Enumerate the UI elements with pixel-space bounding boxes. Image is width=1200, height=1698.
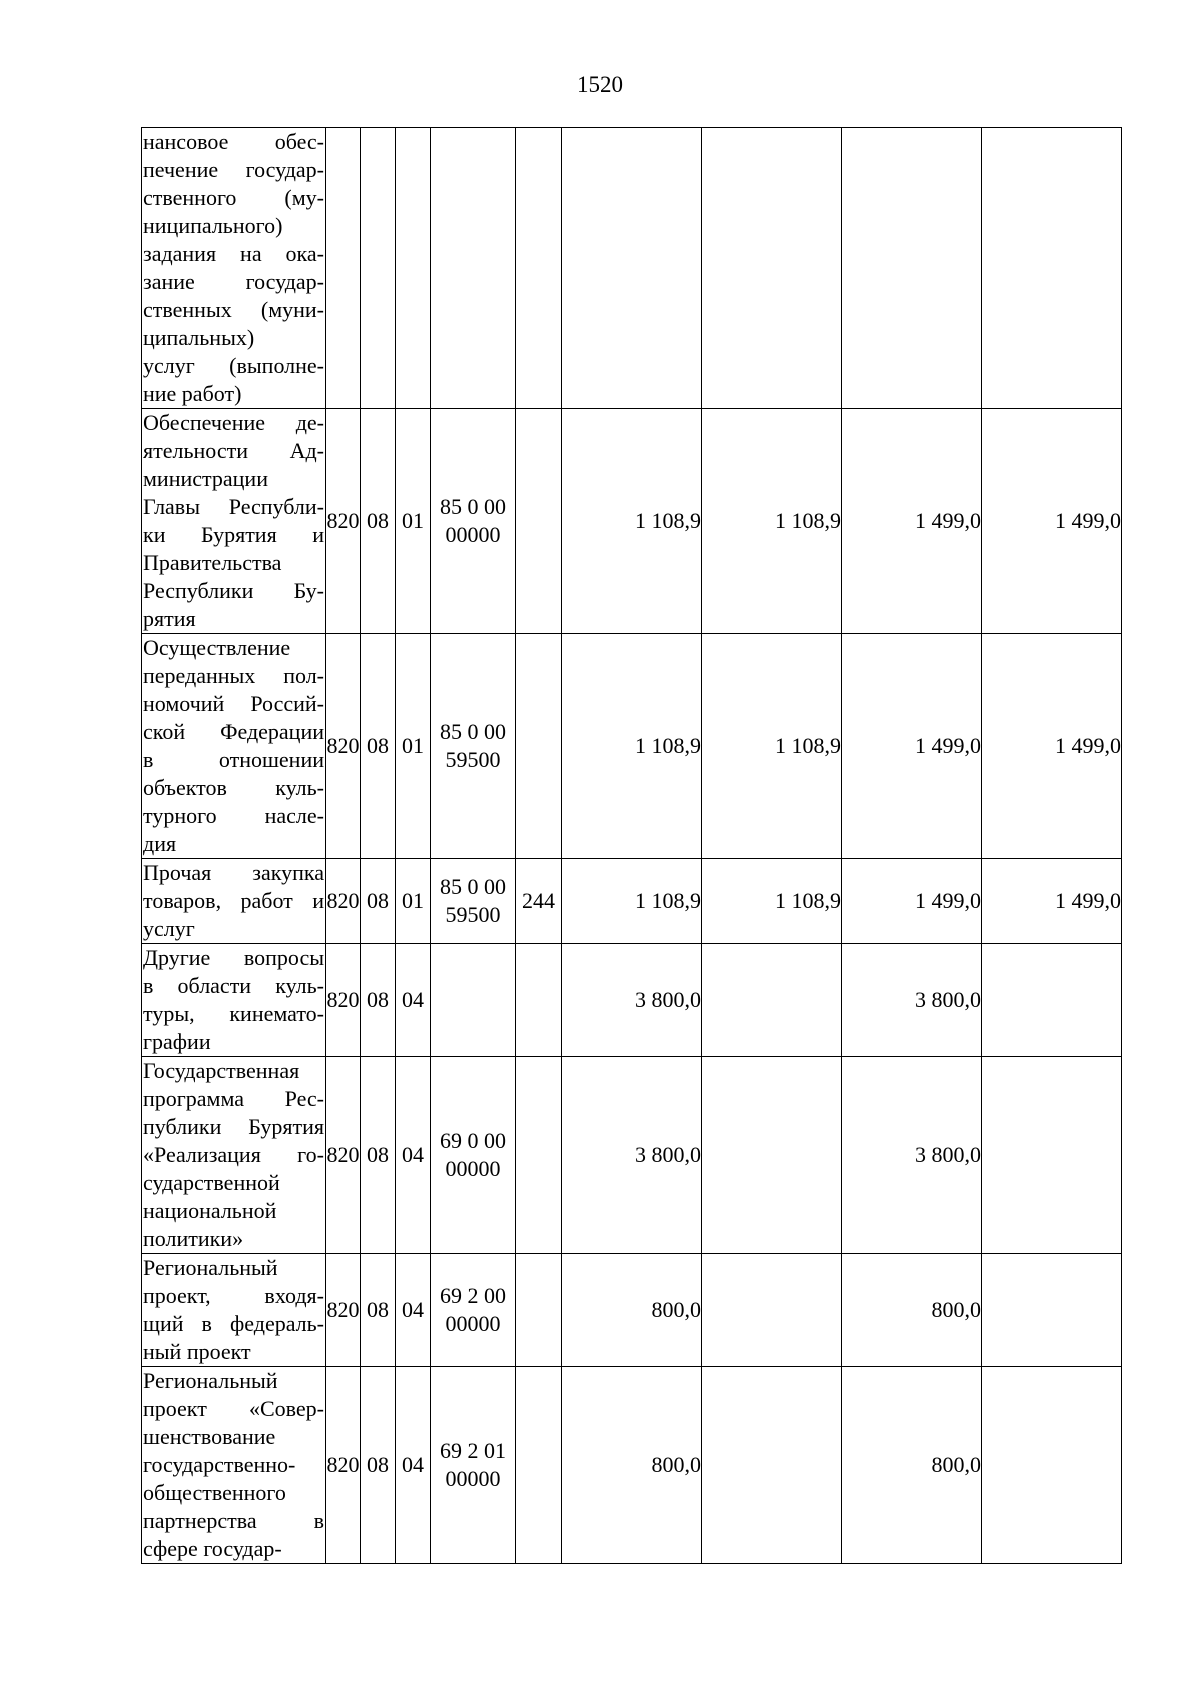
row-name-line: Прочая закупка: [143, 860, 324, 885]
rz-code: 08: [361, 1254, 396, 1367]
amount-3: 1 499,0: [842, 409, 982, 634]
amount-4: 1 499,0: [982, 409, 1122, 634]
table-row: [142, 859, 1122, 944]
pr-code: 04: [396, 1367, 431, 1564]
row-name-line: ственных (муни-: [143, 297, 324, 322]
amount-2: [702, 1254, 842, 1367]
vr-code: [516, 944, 562, 1057]
row-name-line: Осуществление: [143, 635, 291, 660]
row-name-line: Главы Республи-: [143, 494, 324, 519]
row-name-line: Региональный: [143, 1255, 278, 1280]
row-name-line: ятельности Ад-: [143, 438, 324, 463]
gr-code: [326, 128, 361, 409]
amount-1: 3 800,0: [562, 944, 702, 1057]
amount-4: [982, 944, 1122, 1057]
csr-code-line: 85 0 00: [440, 719, 506, 744]
csr-code-line: 59500: [445, 902, 501, 927]
csr-code: [431, 128, 516, 409]
csr-code: [431, 634, 516, 859]
row-name-line: министрации: [143, 466, 268, 491]
gr-code: 820: [326, 859, 361, 944]
row-name-line: рятия: [143, 606, 196, 631]
row-name-line: дия: [143, 831, 177, 856]
vr-code: [516, 1254, 562, 1367]
row-name-line: ской Федерации: [143, 719, 324, 744]
csr-code: [431, 944, 516, 1057]
amount-2: [702, 128, 842, 409]
amount-3: 800,0: [842, 1367, 982, 1564]
amount-1: 3 800,0: [562, 1057, 702, 1254]
row-name-line: ниципального): [143, 213, 283, 238]
budget-table: [141, 127, 1122, 1564]
row-name-line: зание государ-: [143, 269, 324, 294]
table-row: [142, 1254, 1122, 1367]
row-name-line: проект, входя-: [143, 1283, 324, 1308]
csr-code-line: 00000: [445, 1466, 501, 1491]
csr-code-line: 85 0 00: [440, 874, 506, 899]
amount-4: [982, 1367, 1122, 1564]
amount-3: 3 800,0: [842, 1057, 982, 1254]
rz-code: 08: [361, 634, 396, 859]
table-row: [142, 944, 1122, 1057]
row-name: [142, 859, 326, 944]
row-name-line: ки Бурятия и: [143, 522, 324, 547]
row-name: [142, 409, 326, 634]
vr-code: [516, 1367, 562, 1564]
row-name-line: туры, кинемато-: [143, 1001, 324, 1026]
row-name-line: политики»: [143, 1226, 244, 1251]
row-name: [142, 1254, 326, 1367]
row-name: [142, 128, 326, 409]
csr-code-line: 00000: [445, 1311, 501, 1336]
amount-3: 3 800,0: [842, 944, 982, 1057]
pr-code: 04: [396, 1254, 431, 1367]
csr-code: [431, 1254, 516, 1367]
row-name: [142, 944, 326, 1057]
row-name-line: Другие вопросы: [143, 945, 324, 970]
row-name-line: шенствование: [143, 1424, 276, 1449]
amount-4: 1 499,0: [982, 859, 1122, 944]
gr-code: 820: [326, 634, 361, 859]
amount-2: 1 108,9: [702, 409, 842, 634]
row-name-line: задания на ока-: [143, 241, 324, 266]
gr-code: 820: [326, 1367, 361, 1564]
row-name-line: товаров, работ и: [143, 888, 324, 913]
rz-code: 08: [361, 1367, 396, 1564]
pr-code: 01: [396, 409, 431, 634]
pr-code: 04: [396, 1057, 431, 1254]
row-name-line: турного насле-: [143, 803, 324, 828]
table-row: [142, 409, 1122, 634]
amount-2: 1 108,9: [702, 634, 842, 859]
pr-code: 01: [396, 634, 431, 859]
csr-code-line: 59500: [445, 747, 501, 772]
row-name-line: Республики Бу-: [143, 578, 324, 603]
row-name-line: переданных пол-: [143, 663, 324, 688]
row-name: [142, 1057, 326, 1254]
csr-code-line: 69 2 00: [440, 1283, 506, 1308]
vr-code: 244: [516, 859, 562, 944]
rz-code: 08: [361, 859, 396, 944]
row-name-line: в области куль-: [143, 973, 324, 998]
amount-1: [562, 128, 702, 409]
amount-4: [982, 1254, 1122, 1367]
vr-code: [516, 409, 562, 634]
row-name-line: услуг: [143, 916, 195, 941]
row-name-line: проект «Совер-: [143, 1396, 324, 1421]
csr-code: [431, 1057, 516, 1254]
amount-3: 1 499,0: [842, 859, 982, 944]
amount-2: [702, 1367, 842, 1564]
row-name-line: Обеспечение де-: [143, 410, 324, 435]
rz-code: [361, 128, 396, 409]
row-name-line: «Реализация го-: [143, 1142, 324, 1167]
table-row: [142, 1367, 1122, 1564]
row-name: [142, 1367, 326, 1564]
csr-code-line: 69 0 00: [440, 1128, 506, 1153]
gr-code: 820: [326, 409, 361, 634]
row-name-line: Государственная: [143, 1058, 300, 1083]
row-name-line: в отношении: [143, 747, 324, 772]
row-name-line: публики Бурятия: [143, 1114, 324, 1139]
amount-4: 1 499,0: [982, 634, 1122, 859]
csr-code: [431, 859, 516, 944]
gr-code: 820: [326, 1254, 361, 1367]
amount-4: [982, 128, 1122, 409]
csr-code-line: 00000: [445, 1156, 501, 1181]
row-name-line: объектов куль-: [143, 775, 324, 800]
row-name-line: программа Рес-: [143, 1086, 324, 1111]
row-name-line: национальной: [143, 1198, 277, 1223]
amount-3: [842, 128, 982, 409]
table-row: [142, 128, 1122, 409]
row-name-line: ние работ): [143, 381, 242, 406]
vr-code: [516, 128, 562, 409]
row-name: [142, 634, 326, 859]
vr-code: [516, 634, 562, 859]
csr-code-line: 69 2 01: [440, 1438, 506, 1463]
row-name-line: ципальных): [143, 325, 255, 350]
gr-code: 820: [326, 944, 361, 1057]
row-name-line: номочий Россий-: [143, 691, 324, 716]
row-name-line: общественного: [143, 1480, 286, 1505]
amount-1: 800,0: [562, 1254, 702, 1367]
row-name-line: Региональный: [143, 1368, 278, 1393]
csr-code-line: 85 0 00: [440, 494, 506, 519]
amount-1: 1 108,9: [562, 409, 702, 634]
table-body: [142, 128, 1122, 1564]
table-row: [142, 634, 1122, 859]
amount-2: [702, 1057, 842, 1254]
amount-3: 1 499,0: [842, 634, 982, 859]
pr-code: 01: [396, 859, 431, 944]
amount-1: 1 108,9: [562, 859, 702, 944]
row-name-line: сфере государ-: [143, 1536, 282, 1561]
gr-code: 820: [326, 1057, 361, 1254]
row-name-line: сударственной: [143, 1170, 280, 1195]
amount-1: 1 108,9: [562, 634, 702, 859]
rz-code: 08: [361, 409, 396, 634]
row-name-line: государственно-: [143, 1452, 296, 1477]
csr-code: [431, 409, 516, 634]
table-row: [142, 1057, 1122, 1254]
amount-4: [982, 1057, 1122, 1254]
row-name-line: нансовое обес-: [143, 129, 324, 154]
row-name-line: печение государ-: [143, 157, 324, 182]
csr-code-line: 00000: [445, 522, 501, 547]
row-name-line: ственного (му-: [143, 185, 324, 210]
amount-2: 1 108,9: [702, 859, 842, 944]
row-name-line: услуг (выполне-: [143, 353, 324, 378]
row-name-line: партнерства в: [143, 1508, 324, 1533]
amount-2: [702, 944, 842, 1057]
pr-code: 04: [396, 944, 431, 1057]
row-name-line: Правительства: [143, 550, 282, 575]
row-name-line: щий в федераль-: [143, 1311, 324, 1336]
amount-1: 800,0: [562, 1367, 702, 1564]
csr-code: [431, 1367, 516, 1564]
rz-code: 08: [361, 944, 396, 1057]
row-name-line: ный проект: [143, 1339, 251, 1364]
amount-3: 800,0: [842, 1254, 982, 1367]
row-name-line: графии: [143, 1029, 211, 1054]
rz-code: 08: [361, 1057, 396, 1254]
page-number: 1520: [577, 72, 623, 97]
pr-code: [396, 128, 431, 409]
vr-code: [516, 1057, 562, 1254]
